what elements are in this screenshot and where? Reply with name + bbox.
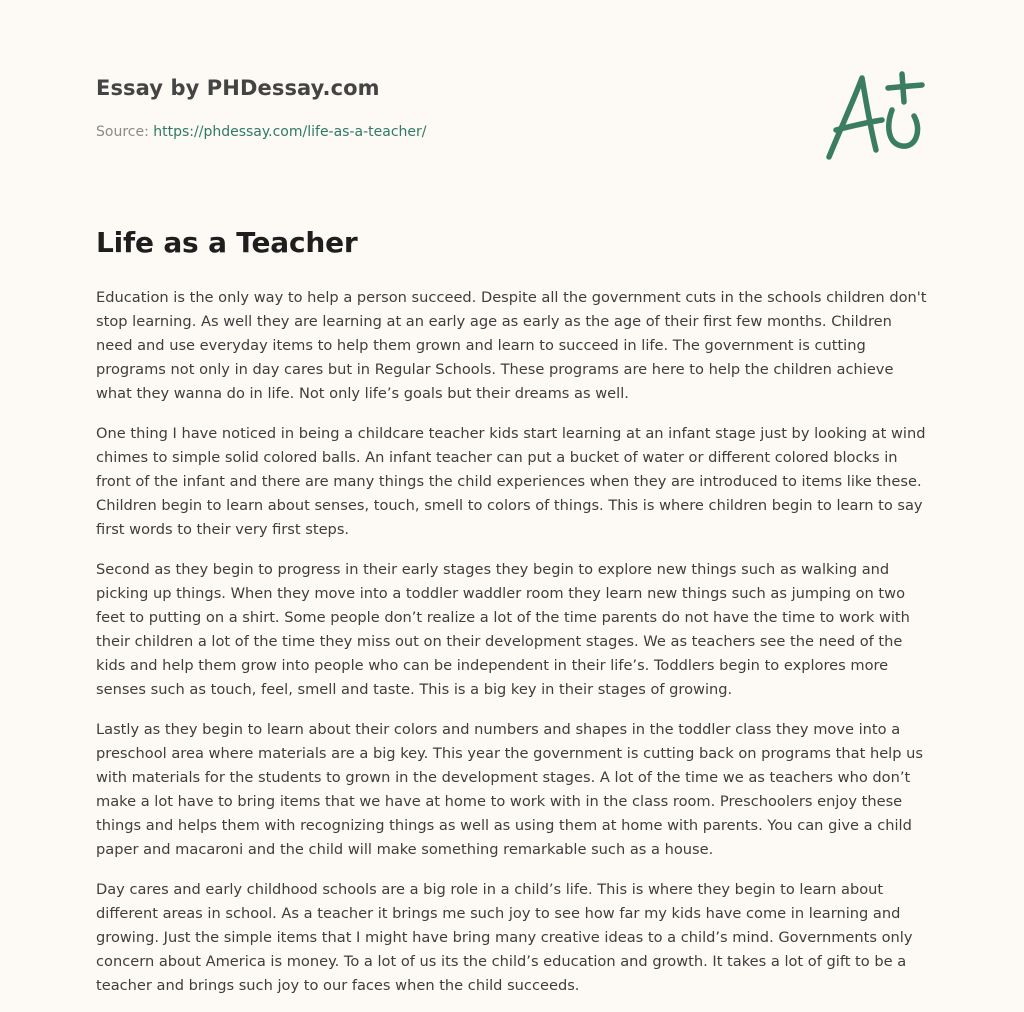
essay-paragraph: Second as they begin to progress in their early stages they begin to explore new things such as walking and picking up things. When they move into a toddler waddler room they learn new things such as jumping on two feet to putting on a shirt. Some people don’t realize a lot of the time parents do not have the time to work with their children a lot of the time they miss out on their development stages. We as teachers see the need of the kids and help them grow into people who can be independent in their life’s. Toddlers begin to explores more senses such as touch, feel, smell and taste. This is a big key in their stages of growing.	[96, 561, 910, 698]
a-plus-icon	[822, 68, 930, 164]
essay-title: Life as a Teacher	[96, 226, 358, 259]
site-brand: Essay by PHDessay.com	[96, 76, 380, 100]
essay-body	[96, 286, 930, 1012]
essay-paragraph: Education is the only way to help a person succeed. Despite all the government cuts in the schools children don't stop learning. As well they are learning at an early age as early as the age of their first few months. Children need and use everyday items to help them grown and learn to succeed in life. The government is cutting programs not only in day cares but in Regular Schools. These programs are here to help the children achieve what they wanna do in life. Not only life’s goals but their dreams as well.	[96, 289, 927, 402]
source-link[interactable]: https://phdessay.com/life-as-a-teacher/	[153, 124, 427, 140]
essay-paragraph: One thing I have noticed in being a childcare teacher kids start learning at an infant stage just by looking at wind chimes to simple solid colored balls. An infant teacher can put a bucket of water or different colored blocks in front of the infant and there are many things the child experiences when they are introduced to items like these. Children begin to learn about senses, touch, smell to colors of things. This is where children begin to learn to say first words to their very first steps.	[96, 425, 926, 538]
source-label: Source:	[96, 124, 154, 140]
source-line	[96, 124, 427, 140]
essay-paragraph: Day cares and early childhood schools are a big role in a child’s life. This is where they begin to learn about different areas in school. As a teacher it brings me such joy to see how far my kids have come in learning and growing. Just the simple items that I might have bring many creative ideas to a child’s mind. Governments only concern about America is money. To a lot of us its the child’s education and growth. It takes a lot of gift to be a teacher and brings such joy to our faces when the child succeeds.	[96, 881, 913, 994]
essay-paragraph: Lastly as they begin to learn about their colors and numbers and shapes in the toddler class they move into a preschool area where materials are a big key. This year the government is cutting back on programs that help us with materials for the students to grown in the development stages. A lot of the time we as teachers who don’t make a lot have to bring items that we have at home to work with in the class room. Preschoolers enjoy these things and helps them with recognizing things as well as using them at home with parents. You can give a child paper and macaroni and the child will make something remarkable such as a house.	[96, 721, 923, 858]
